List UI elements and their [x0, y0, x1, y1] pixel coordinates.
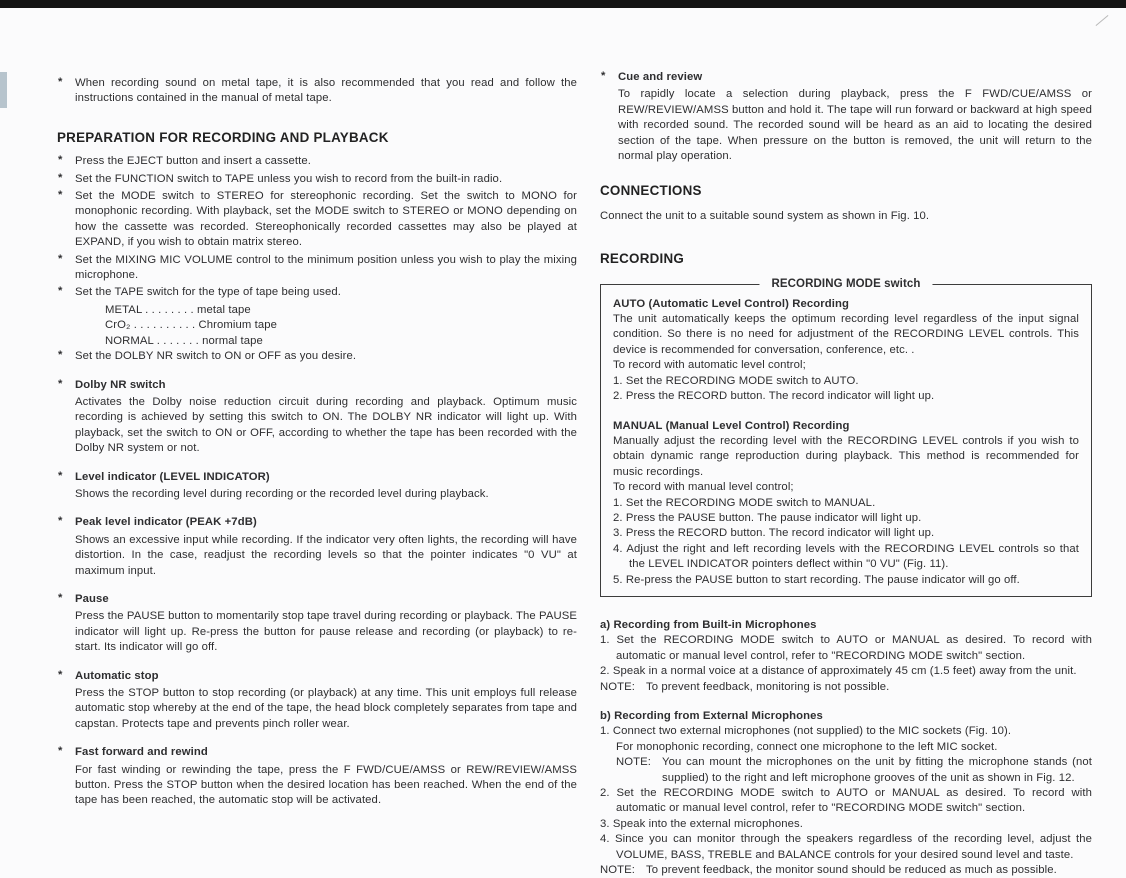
bullet-asterisk: * [58, 154, 63, 167]
feature-fast-forward-rewind [57, 745, 577, 809]
prep-item-text: Set the MIXING MIC VOLUME control to the minimum position unless you wish to play the mixing microphone. [75, 253, 577, 282]
external-step: 3. Speak into the external microphones. [600, 817, 803, 830]
metal-tape-note-text: When recording sound on metal tape, it is also recommended that you read and follow the instructions contained in the manual of metal tape. [75, 77, 577, 105]
prep-item-text: Set the DOLBY NR switch to ON or OFF as you desire. [75, 350, 357, 363]
feature-title: Automatic stop [75, 669, 159, 682]
prep-item-text: Set the TAPE switch for the type of tape being used. [75, 286, 342, 299]
bullet-asterisk: * [58, 469, 63, 482]
feature-title: Fast forward and rewind [75, 746, 208, 759]
auto-recording-section [613, 297, 1079, 405]
prep-item [57, 253, 577, 284]
auto-step: 2. Press the RECORD button. The record indicator will light up. [613, 390, 935, 403]
prep-item [57, 189, 577, 251]
tape-type-cro2: CrO₂ . . . . . . . . . . Chromium tape [105, 319, 278, 332]
external-step-note [600, 755, 1092, 786]
bullet-asterisk: * [58, 377, 63, 390]
recording-mode-switch-legend: RECORDING MODE switch [759, 277, 932, 292]
note-label: NOTE: [600, 864, 636, 877]
scan-artifact-corner-mark [1096, 15, 1109, 26]
auto-recording-lead: To record with automatic level control; [613, 359, 806, 372]
manual-step: 4. Adjust the right and left recording levels with the RECORDING LEVEL controls so that the LEVEL INDICATOR pointers deflect within "0 VU" (Fig. 11). [613, 542, 1079, 571]
feature-title: Pause [75, 592, 109, 605]
manual-step: 1. Set the RECORDING MODE switch to MANUAL. [613, 496, 876, 509]
external-note [600, 863, 1092, 878]
bullet-asterisk: * [58, 285, 63, 298]
feature-peak-level-indicator [57, 515, 577, 579]
tape-type-normal: NORMAL . . . . . . . normal tape [105, 334, 263, 347]
manual-recording-section [613, 419, 1079, 588]
feature-title: Dolby NR switch [75, 378, 166, 391]
bullet-asterisk: * [58, 349, 63, 362]
left-column [57, 76, 577, 809]
external-microphones-title: b) Recording from External Microphones [600, 710, 823, 722]
feature-body: Press the PAUSE button to momentarily stop tape travel during recording or playback. The PAUSE indicator will light up. Re-press the button for pause release and recording (or playback) to re-start. Its indicator will go off. [75, 610, 577, 654]
note-text: To prevent feedback, the monitor sound should be reduced as much as possible. [646, 864, 1057, 877]
builtin-note [600, 680, 1092, 695]
feature-title: Peak level indicator (PEAK +7dB) [75, 516, 257, 529]
manual-step: 3. Press the RECORD button. The record indicator will light up. [613, 527, 935, 540]
feature-level-indicator [57, 470, 577, 503]
manual-recording-title: MANUAL (Manual Level Control) Recording [613, 419, 850, 432]
note-text: You can mount the microphones on the unit by fitting the microphone stands (not supplied) to the right and left microphone grooves of the unit as shown in Fig. 12. [662, 756, 1092, 784]
feature-automatic-stop [57, 669, 577, 733]
manual-step: 5. Re-press the PAUSE button to start recording. The pause indicator will go off. [613, 573, 1020, 586]
builtin-step: 1. Set the RECORDING MODE switch to AUTO or MANUAL as desired. To record with automatic or manual level control, refer to "RECORDING MODE switch" section. [600, 634, 1092, 662]
auto-recording-body: The unit automatically keeps the optimum recording level regardless of the input signal condition. So there is no need for adjustment of the RECORDING LEVEL controls. This device is recommended for conversation, conference, etc. . [613, 313, 1079, 356]
bullet-asterisk: * [58, 591, 63, 604]
auto-step: 1. Set the RECORDING MODE switch to AUTO. [613, 374, 859, 387]
connections-heading: CONNECTIONS [600, 183, 702, 199]
builtin-microphones-title: a) Recording from Built-in Microphones [600, 618, 817, 631]
prep-item [57, 285, 577, 300]
note-text: To prevent feedback, monitoring is not possible. [646, 680, 890, 693]
feature-body: Activates the Dolby noise reduction circuit during recording and playback. Optimum music recording is achieved by setting this switch to ON. The DOLBY NR indicator will light up. With playback, set the switch to ON or OFF, according to whether the tape has been recorded with the Dolby NR system or not. [75, 395, 577, 455]
prep-item-text: Set the MODE switch to STEREO for stereophonic recording. Set the switch to MONO for monophonic recording. With playback, set the MODE switch to STEREO or MONO depending on how the cassette was recorded. Stereophonically recorded cassettes may also be played at EXPAND, if you wish to obtain matrix stereo. [75, 190, 577, 249]
scan-artifact-top-bar [0, 0, 1126, 8]
bullet-asterisk: * [58, 171, 63, 184]
feature-body: Press the STOP button to stop recording (or playback) at any time. This unit employs full release automatic stop whereby at the end of the tape, the head block completely separates from tape and capstan. Protects tape and prevents pinch roller wear. [75, 687, 577, 730]
bullet-asterisk: * [58, 76, 63, 88]
prep-item-text: Set the FUNCTION switch to TAPE unless you wish to record from the built-in radio. [75, 172, 503, 185]
builtin-step: 2. Speak in a normal voice at a distance of approximately 45 cm (1.5 feet) away from the unit. [600, 665, 1077, 678]
prep-item [57, 172, 577, 187]
bullet-asterisk: * [58, 189, 63, 202]
feature-dolby-nr-switch [57, 378, 577, 457]
bullet-asterisk: * [58, 252, 63, 265]
manual-recording-lead: To record with manual level control; [613, 481, 794, 494]
feature-cue-and-review [600, 70, 1092, 164]
recording-heading: RECORDING [600, 251, 685, 267]
connections-body: Connect the unit to a suitable sound system as shown in Fig. 10. [600, 209, 930, 222]
prep-item-text: Press the EJECT button and insert a cassette. [75, 155, 311, 168]
feature-title: Level indicator (LEVEL INDICATOR) [75, 470, 270, 483]
preparation-heading: PREPARATION FOR RECORDING AND PLAYBACK [57, 129, 389, 145]
bullet-asterisk: * [58, 745, 63, 758]
bullet-asterisk: * [58, 668, 63, 681]
auto-recording-title: AUTO (Automatic Level Control) Recording [613, 297, 850, 310]
feature-pause [57, 592, 577, 656]
prep-item [57, 154, 577, 169]
tape-type-metal: METAL . . . . . . . . metal tape [105, 303, 251, 316]
prep-item-dolby [57, 349, 577, 364]
bullet-asterisk: * [601, 70, 606, 82]
builtin-microphones-section [600, 618, 1092, 695]
right-column [600, 70, 1092, 878]
manual-recording-body: Manually adjust the recording level with the RECORDING LEVEL controls if you wish to obtain dynamic range reproduction during playback. This method is recommended for music recordings. [613, 434, 1079, 478]
feature-title: Cue and review [618, 71, 703, 83]
external-step: 2. Set the RECORDING MODE switch to AUTO or MANUAL as desired. To record with automatic or manual level control, refer to "RECORDING MODE switch" section. [600, 787, 1092, 815]
external-step: 4. Since you can monitor through the speakers regardless of the recording level, adjust the VOLUME, BASS, TREBLE and BALANCE controls for your desired sound level and taste. [600, 833, 1092, 861]
metal-tape-note [57, 76, 577, 107]
external-step-subline: For monophonic recording, connect one microphone to the left MIC socket. [616, 740, 998, 753]
external-microphones-section [600, 709, 1092, 878]
recording-mode-switch-box [600, 277, 1092, 597]
feature-body: To rapidly locate a selection during playback, press the F FWD/CUE/AMSS or REW/REVIEW/AMSS button and hold it. The tape will run forward or backward at high speed with recorded sound. The recorded sound will be heard as an aid to locating the desired section of the tape. When pressure on the button is removed, the unit will return to the normal play operation. [618, 88, 1092, 163]
manual-step: 2. Press the PAUSE button. The pause indicator will light up. [613, 511, 922, 524]
note-label: NOTE: [616, 756, 652, 769]
note-label: NOTE: [600, 680, 636, 693]
bullet-asterisk: * [58, 515, 63, 528]
feature-body: For fast winding or rewinding the tape, press the F FWD/CUE/AMSS or REW/REVIEW/AMSS button. Press the STOP button when the desired location has been reached. When the end of the tape has been reached, the automatic stop will be activated. [75, 763, 577, 807]
feature-body: Shows the recording level during recording or the recorded level during playback. [75, 487, 489, 500]
external-step: 1. Connect two external microphones (not supplied) to the MIC sockets (Fig. 10). [600, 725, 1012, 738]
scan-artifact-left-tab [0, 72, 7, 108]
feature-body: Shows an excessive input while recording. If the indicator very often lights, the recording will have distortion. In the case, readjust the recording levels so that the pointer indicates "0 VU" at maximum input. [75, 533, 577, 577]
